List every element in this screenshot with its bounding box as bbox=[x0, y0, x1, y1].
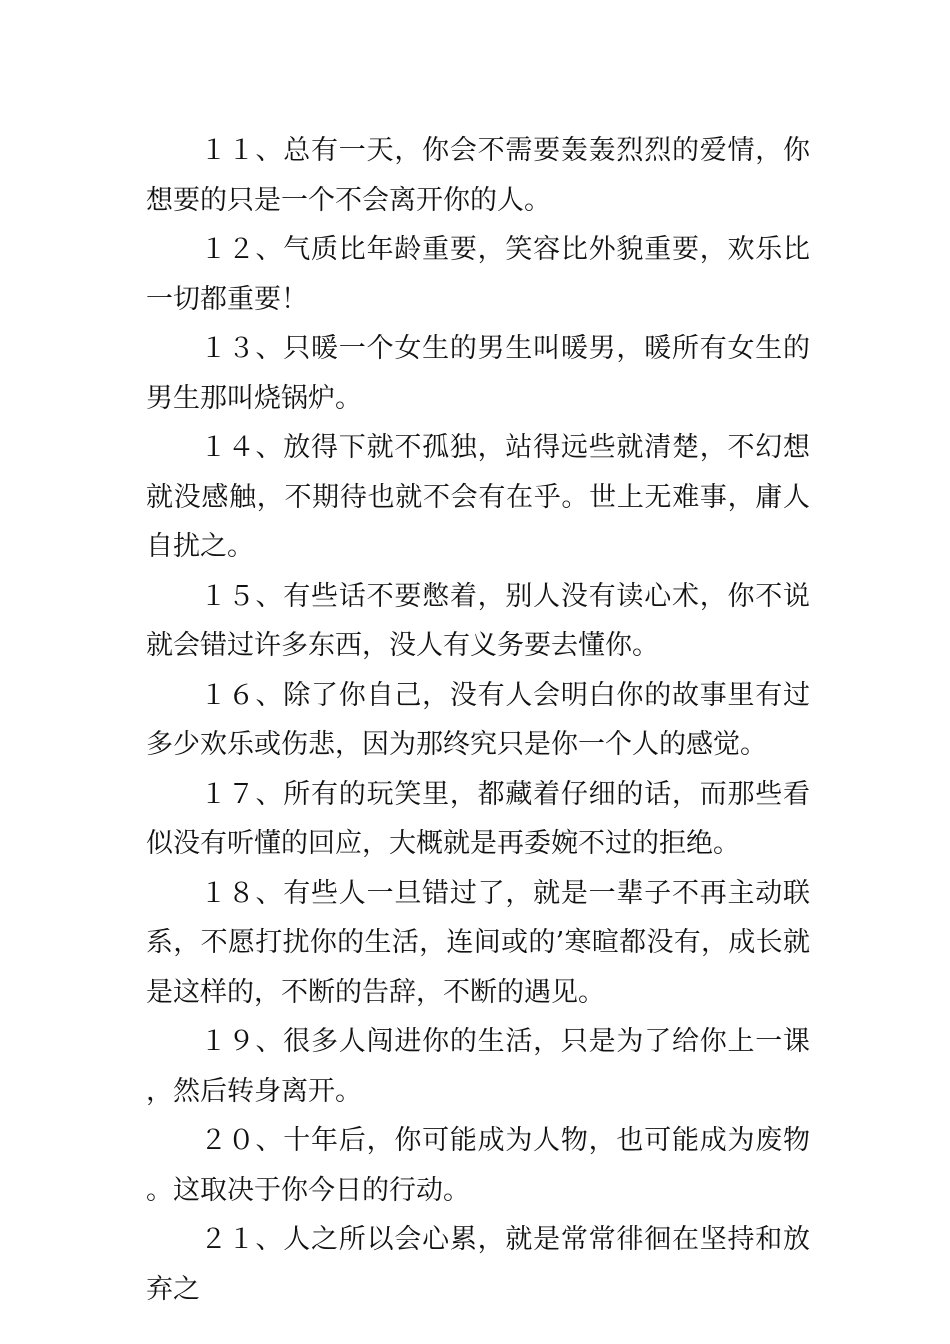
paragraph-20: ２０、十年后，你可能成为人物，也可能成为废物。这取决于你今日的行动。 bbox=[146, 1125, 810, 1206]
paragraph-18: １８、有些人一旦错过了，就是一辈子不再主动联系，不愿打扰你的生活，连间或的’寒暄都没有，成长就是这样的，不断的告辞，不断的遇见。 bbox=[146, 877, 810, 1008]
paragraph-16: １６、除了你自己，没有人会明白你的故事里有过多少欢乐或伤悲，因为那终究只是你一个人的感觉。 bbox=[146, 679, 810, 760]
paragraph-11: １１、总有一天，你会不需要轰轰烈烈的爱情，你想要的只是一个不会离开你的人。 bbox=[146, 135, 810, 216]
paragraph-13: １３、只暖一个女生的男生叫暖男，暖所有女生的男生那叫烧锅炉。 bbox=[146, 333, 810, 414]
paragraph-21: ２１、人之所以会心累，就是常常徘徊在坚持和放弃之 bbox=[146, 1224, 810, 1305]
paragraph-14: １４、放得下就不孤独，站得远些就清楚，不幻想就没感触，不期待也就不会有在乎。世上无难事，庸人自扰之。 bbox=[146, 432, 810, 562]
paragraph-17: １７、所有的玩笑里，都藏着仔细的话，而那些看似没有听懂的回应，大概就是再委婉不过的拒绝。 bbox=[146, 778, 810, 859]
paragraph-12: １２、气质比年龄重要，笑容比外貌重要，欢乐比一切都重要！ bbox=[146, 234, 810, 315]
paragraph-15: １５、有些话不要憋着，别人没有读心术，你不说就会错过许多东西，没人有义务要去懂你。 bbox=[146, 580, 810, 661]
document-body bbox=[146, 126, 810, 1314]
paragraph-19: １９、很多人闯进你的生活，只是为了给你上一课，然后转身离开。 bbox=[146, 1026, 810, 1107]
